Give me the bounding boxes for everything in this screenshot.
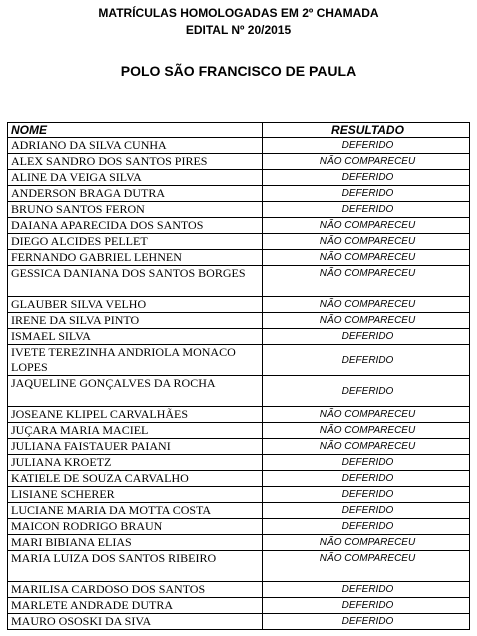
- enrollment-result: NÃO COMPARECEU: [263, 154, 470, 170]
- table-row: [8, 519, 470, 535]
- student-name: MAICON RODRIGO BRAUN: [8, 519, 263, 535]
- enrollment-result: NÃO COMPARECEU: [263, 439, 470, 455]
- student-name: DAIANA APARECIDA DOS SANTOS: [8, 218, 263, 234]
- table-row: [8, 250, 470, 266]
- table-row: [8, 535, 470, 551]
- table-row: [8, 234, 470, 250]
- table-row: [8, 551, 470, 582]
- student-name: KATIELE DE SOUZA CARVALHO: [8, 471, 263, 487]
- enrollment-result: DEFERIDO: [263, 471, 470, 487]
- student-name: ALINE DA VEIGA SILVA: [8, 170, 263, 186]
- table-row: [8, 329, 470, 345]
- student-name: JAQUELINE GONÇALVES DA ROCHA: [8, 376, 263, 407]
- enrollment-result: DEFERIDO: [263, 186, 470, 202]
- table-row: [8, 582, 470, 598]
- table-row: [8, 218, 470, 234]
- column-header-resultado: RESULTADO: [263, 123, 470, 138]
- table-row: [8, 439, 470, 455]
- enrollment-result: DEFERIDO: [263, 582, 470, 598]
- enrollment-result: DEFERIDO: [263, 598, 470, 614]
- enrollment-result: DEFERIDO: [263, 376, 470, 407]
- enrollment-result: NÃO COMPARECEU: [263, 250, 470, 266]
- table-row: [8, 297, 470, 313]
- student-name: BRUNO SANTOS FERON: [8, 202, 263, 218]
- enrollment-result: NÃO COMPARECEU: [263, 423, 470, 439]
- document-title: MATRÍCULAS HOMOLOGADAS EM 2º CHAMADA: [98, 6, 379, 20]
- enrollment-result: DEFERIDO: [263, 455, 470, 471]
- student-name: MAURO OSOSKI DA SIVA: [8, 614, 263, 630]
- student-name: FERNANDO GABRIEL LEHNEN: [8, 250, 263, 266]
- enrollment-result: DEFERIDO: [263, 519, 470, 535]
- table-row: [8, 138, 470, 154]
- student-name: MARIA LUIZA DOS SANTOS RIBEIRO: [8, 551, 263, 582]
- enrollment-result: DEFERIDO: [263, 345, 470, 376]
- student-name: GLAUBER SILVA VELHO: [8, 297, 263, 313]
- student-name: IRENE DA SILVA PINTO: [8, 313, 263, 329]
- table-row: [8, 154, 470, 170]
- enrollment-result: NÃO COMPARECEU: [263, 535, 470, 551]
- table-row: [8, 313, 470, 329]
- table-row: [8, 376, 470, 407]
- student-name: JOSEANE KLIPEL CARVALHÃES: [8, 407, 263, 423]
- table-row: [8, 455, 470, 471]
- student-name: JUÇARA MARIA MACIEL: [8, 423, 263, 439]
- student-name: LUCIANE MARIA DA MOTTA COSTA: [8, 503, 263, 519]
- table-row: [8, 471, 470, 487]
- enrollment-result: DEFERIDO: [263, 202, 470, 218]
- table-row: [8, 266, 470, 297]
- table-row: [8, 423, 470, 439]
- student-name: IVETE TEREZINHA ANDRIOLA MONACO LOPES: [8, 345, 263, 376]
- results-table: [7, 122, 470, 630]
- table-row: [8, 614, 470, 630]
- enrollment-result: DEFERIDO: [263, 329, 470, 345]
- enrollment-result: NÃO COMPARECEU: [263, 266, 470, 297]
- polo-heading: POLO SÃO FRANCISCO DE PAULA: [120, 63, 357, 79]
- enrollment-result: NÃO COMPARECEU: [263, 234, 470, 250]
- enrollment-result: NÃO COMPARECEU: [263, 407, 470, 423]
- student-name: DIEGO ALCIDES PELLET: [8, 234, 263, 250]
- table-row: [8, 407, 470, 423]
- table-row: [8, 202, 470, 218]
- enrollment-result: DEFERIDO: [263, 614, 470, 630]
- column-header-nome: NOME: [8, 123, 263, 138]
- student-name: ANDERSON BRAGA DUTRA: [8, 186, 263, 202]
- enrollment-result: NÃO COMPARECEU: [263, 297, 470, 313]
- enrollment-result: DEFERIDO: [263, 503, 470, 519]
- student-name: ALEX SANDRO DOS SANTOS PIRES: [8, 154, 263, 170]
- student-name: LISIANE SCHERER: [8, 487, 263, 503]
- edital-number: EDITAL Nº 20/2015: [185, 23, 292, 37]
- table-row: [8, 170, 470, 186]
- enrollment-result: NÃO COMPARECEU: [263, 551, 470, 582]
- student-name: MARLETE ANDRADE DUTRA: [8, 598, 263, 614]
- student-name: ADRIANO DA SILVA CUNHA: [8, 138, 263, 154]
- enrollment-result: NÃO COMPARECEU: [263, 313, 470, 329]
- student-name: ISMAEL SILVA: [8, 329, 263, 345]
- enrollment-result: DEFERIDO: [263, 487, 470, 503]
- table-row: [8, 186, 470, 202]
- student-name: JULIANA KROETZ: [8, 455, 263, 471]
- enrollment-result: NÃO COMPARECEU: [263, 218, 470, 234]
- student-name: MARILISA CARDOSO DOS SANTOS: [8, 582, 263, 598]
- table-row: [8, 487, 470, 503]
- student-name: GESSICA DANIANA DOS SANTOS BORGES: [8, 266, 263, 297]
- table-row: [8, 598, 470, 614]
- table-row: [8, 345, 470, 376]
- student-name: MARI BIBIANA ELIAS: [8, 535, 263, 551]
- student-name: JULIANA FAISTAUER PAIANI: [8, 439, 263, 455]
- table-header-row: [8, 123, 470, 138]
- table-row: [8, 503, 470, 519]
- enrollment-result: DEFERIDO: [263, 170, 470, 186]
- enrollment-result: DEFERIDO: [263, 138, 470, 154]
